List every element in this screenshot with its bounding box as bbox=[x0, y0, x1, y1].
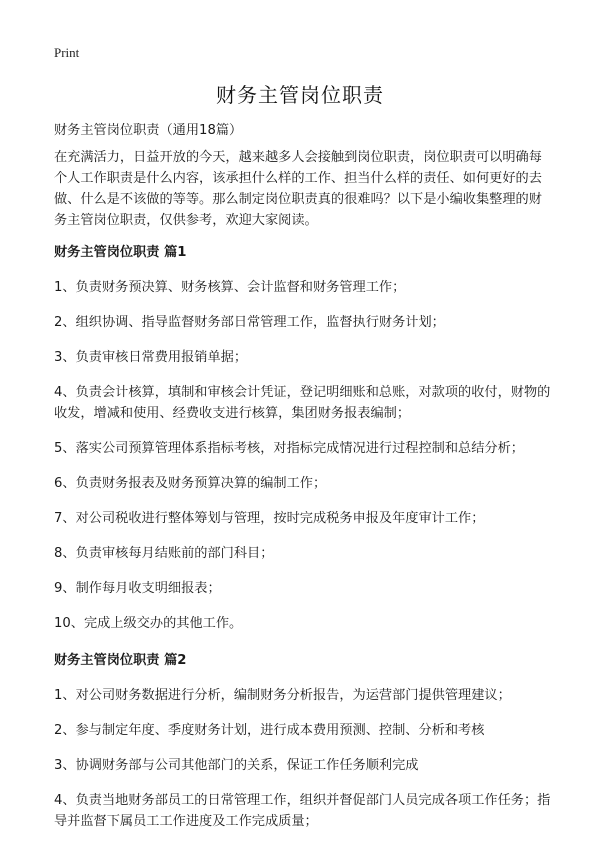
document-body bbox=[54, 120, 554, 846]
intro-paragraph: 在充满活力，日益开放的今天，越来越多人会接触到岗位职责，岗位职责可以明确每个人工作职责是什么内容，该承担什么样的工作、担当什么样的责任、如何更好的去做、什么是不该做的等等。那么制定岗位职责真的很难吗？以下是小编收集整理的财务主管岗位职责，仅供参考，欢迎大家阅读。 bbox=[54, 150, 542, 228]
duty-item: 7、对公司税收进行整体筹划与管理，按时完成税务申报及年度审计工作； bbox=[54, 511, 485, 526]
duty-item: 1、负责财务预决算、财务核算、会计监督和财务管理工作； bbox=[54, 280, 406, 295]
duty-item: 6、负责财务报表及财务预算决算的编制工作； bbox=[54, 476, 327, 491]
document-subtitle: 财务主管岗位职责（通用18篇） bbox=[54, 123, 243, 138]
document-title: 财务主管岗位职责 bbox=[216, 83, 384, 107]
duty-item: 9、制作每月收支明细报表； bbox=[54, 581, 221, 596]
section-heading: 财务主管岗位职责 篇1 bbox=[54, 245, 187, 260]
duty-item: 5、落实公司预算管理体系指标考核，对指标完成情况进行过程控制和总结分析； bbox=[54, 441, 524, 456]
duty-item: 10、完成上级交办的其他工作。 bbox=[54, 616, 243, 631]
duty-item: 1、对公司财务数据进行分析，编制财务分析报告，为运营部门提供管理建议； bbox=[54, 688, 511, 703]
section-heading: 财务主管岗位职责 篇2 bbox=[54, 653, 187, 668]
duty-item: 8、负责审核每月结账前的部门科目； bbox=[54, 546, 274, 561]
duty-item: 3、协调财务部与公司其他部门的关系，保证工作任务顺利完成 bbox=[54, 758, 419, 773]
duty-item: 2、参与制定年度、季度财务计划，进行成本费用预测、控制、分析和考核 bbox=[54, 723, 485, 738]
print-label: Print bbox=[54, 45, 80, 60]
duty-item: 4、负责会计核算，填制和审核会计凭证，登记明细账和总账，对款项的收付，财物的收发，增减和使用、经费收支进行核算，集团财务报表编制； bbox=[54, 385, 551, 421]
duty-item: 3、负责审核日常费用报销单据； bbox=[54, 350, 248, 365]
duty-item: 2、组织协调、指导监督财务部日常管理工作，监督执行财务计划； bbox=[54, 315, 445, 330]
duty-item: 4、负责当地财务部员工的日常管理工作，组织并督促部门人员完成各项工作任务；指导并监督下属员工工作进度及工作完成质量； bbox=[54, 793, 551, 829]
